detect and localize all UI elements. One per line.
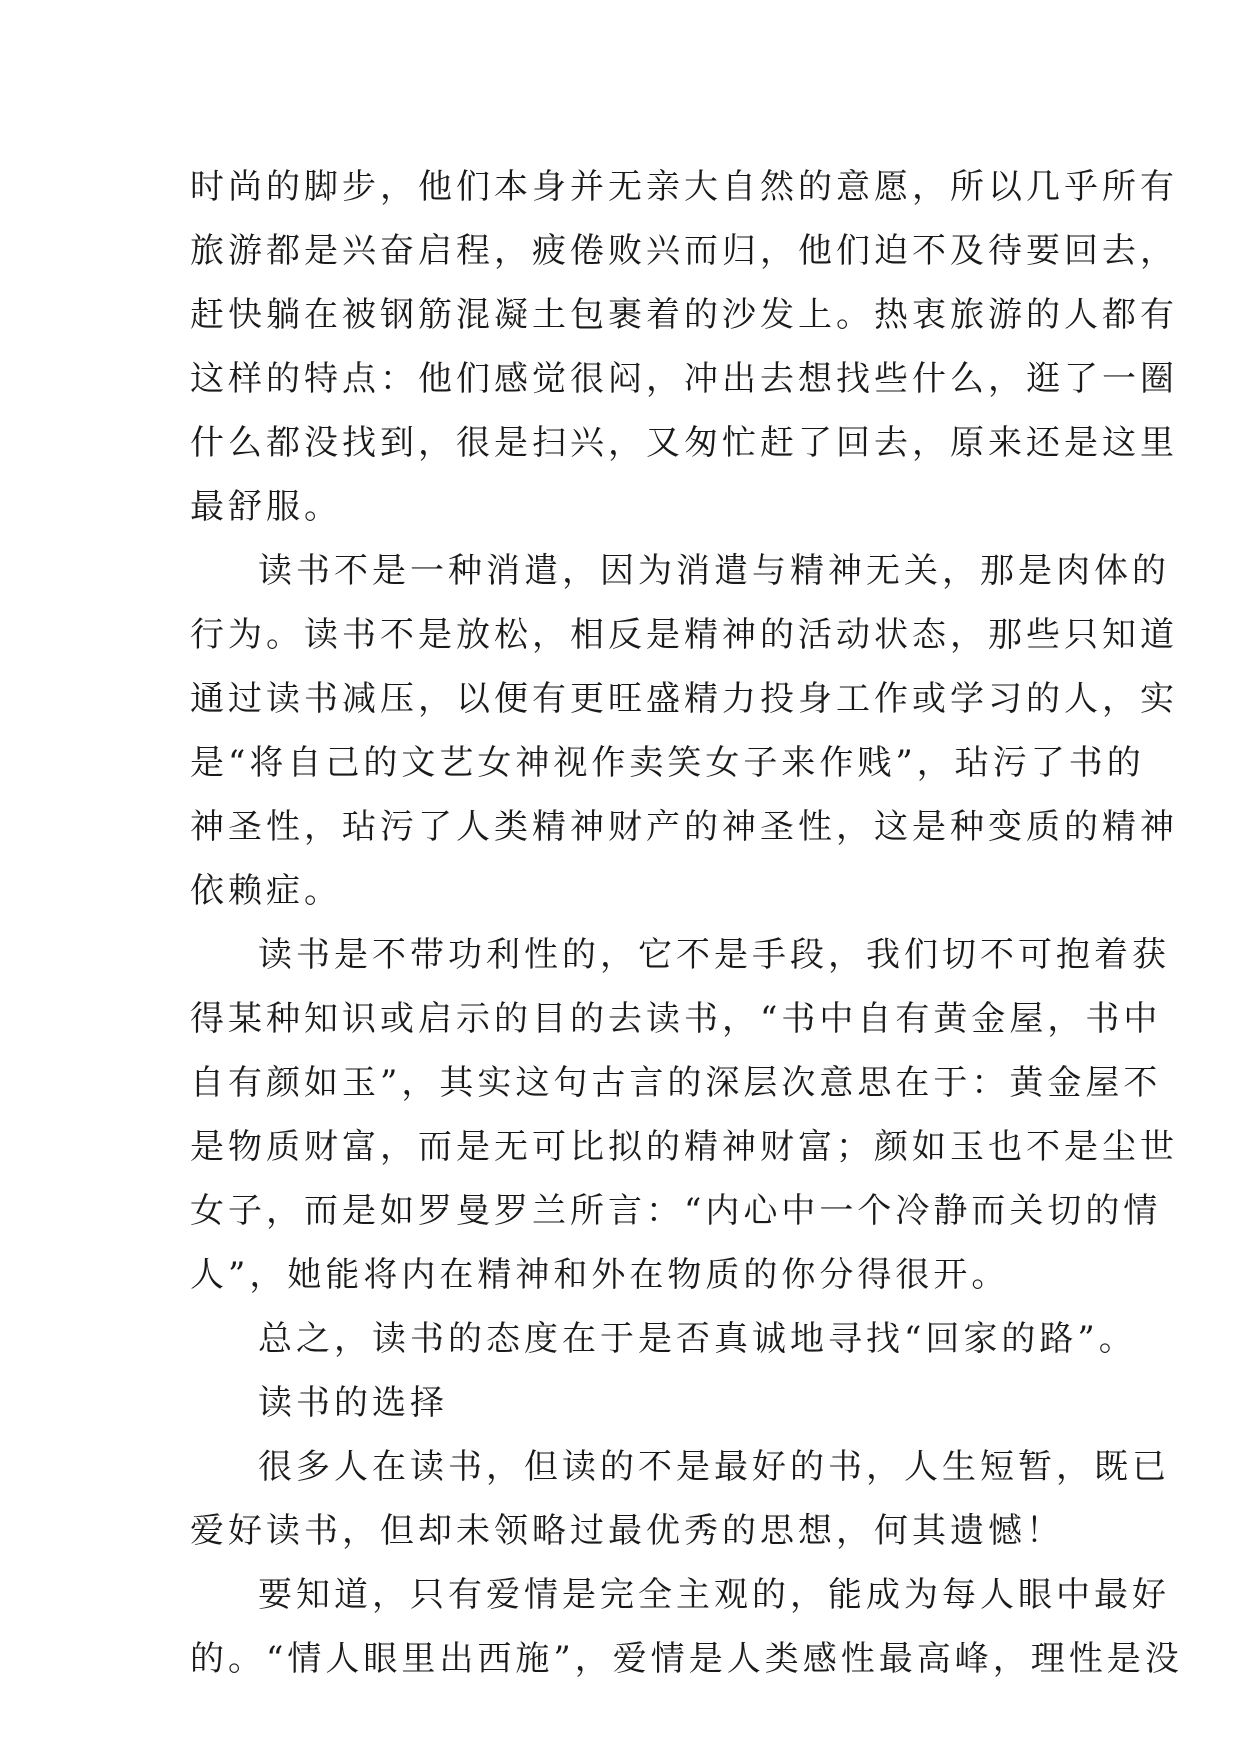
- text-line: 很多人在读书，但读的不是最好的书，人生短暂，既已: [258, 1447, 1170, 1487]
- text-line: 读书是不带功利性的，它不是手段，我们切不可抱着获: [258, 935, 1170, 975]
- document-body: [190, 155, 1183, 1691]
- paragraph: [190, 539, 1178, 923]
- text-line: 赶快躺在被钢筋混凝土包裹着的沙发上。热衷旅游的人都有: [190, 295, 1178, 335]
- text-line: 通过读书减压，以便有更旺盛精力投身工作或学习的人，实: [190, 679, 1178, 719]
- text-line: 神圣性，玷污了人类精神财产的神圣性，这是种变质的精神: [190, 807, 1178, 847]
- text-line: 爱好读书，但却未领略过最优秀的思想，何其遗憾！: [190, 1511, 1064, 1551]
- text-line: 女子，而是如罗曼罗兰所言：“内心中一个冷静而关切的情: [190, 1191, 1162, 1231]
- paragraph: [190, 155, 1178, 539]
- text-line: 依赖症。: [190, 871, 342, 911]
- paragraph: [190, 1371, 1070, 1435]
- text-line: 的。“情人眼里出西施”，爱情是人类感性最高峰，理性是没: [190, 1639, 1183, 1679]
- text-line: 自有颜如玉”，其实这句古言的深层次意思在于：黄金屋不: [190, 1063, 1162, 1103]
- text-line: 这样的特点：他们感觉很闷，冲出去想找些什么，逛了一圈: [190, 359, 1178, 399]
- text-line: 时尚的脚步，他们本身并无亲大自然的意愿，所以几乎所有: [190, 167, 1178, 207]
- paragraph: [190, 1435, 1170, 1563]
- paragraph: [190, 1307, 1137, 1371]
- text-line: 总之，读书的态度在于是否真诚地寻找“回家的路”。: [258, 1319, 1137, 1359]
- text-line: 行为。读书不是放松，相反是精神的活动状态，那些只知道: [190, 615, 1178, 655]
- text-line: 是物质财富，而是无可比拟的精神财富；颜如玉也不是尘世: [190, 1127, 1178, 1167]
- paragraph: [190, 923, 1178, 1307]
- text-line: 最舒服。: [190, 487, 342, 527]
- text-line: 什么都没找到，很是扫兴，又匆忙赶了回去，原来还是这里: [190, 423, 1178, 463]
- text-line: 要知道，只有爱情是完全主观的，能成为每人眼中最好: [258, 1575, 1170, 1615]
- paragraph: [190, 1563, 1183, 1691]
- text-line: 旅游都是兴奋启程，疲倦败兴而归，他们迫不及待要回去，: [190, 231, 1178, 271]
- text-line: 得某种知识或启示的目的去读书，“书中自有黄金屋，书中: [190, 999, 1162, 1039]
- text-line: 读书不是一种消遣，因为消遣与精神无关，那是肉体的: [258, 551, 1170, 591]
- text-line: 是“将自己的文艺女神视作卖笑女子来作贱”，玷污了书的: [190, 743, 1145, 783]
- text-line: 人”，她能将内在精神和外在物质的你分得很开。: [190, 1255, 1010, 1295]
- text-line: 读书的选择: [258, 1383, 448, 1423]
